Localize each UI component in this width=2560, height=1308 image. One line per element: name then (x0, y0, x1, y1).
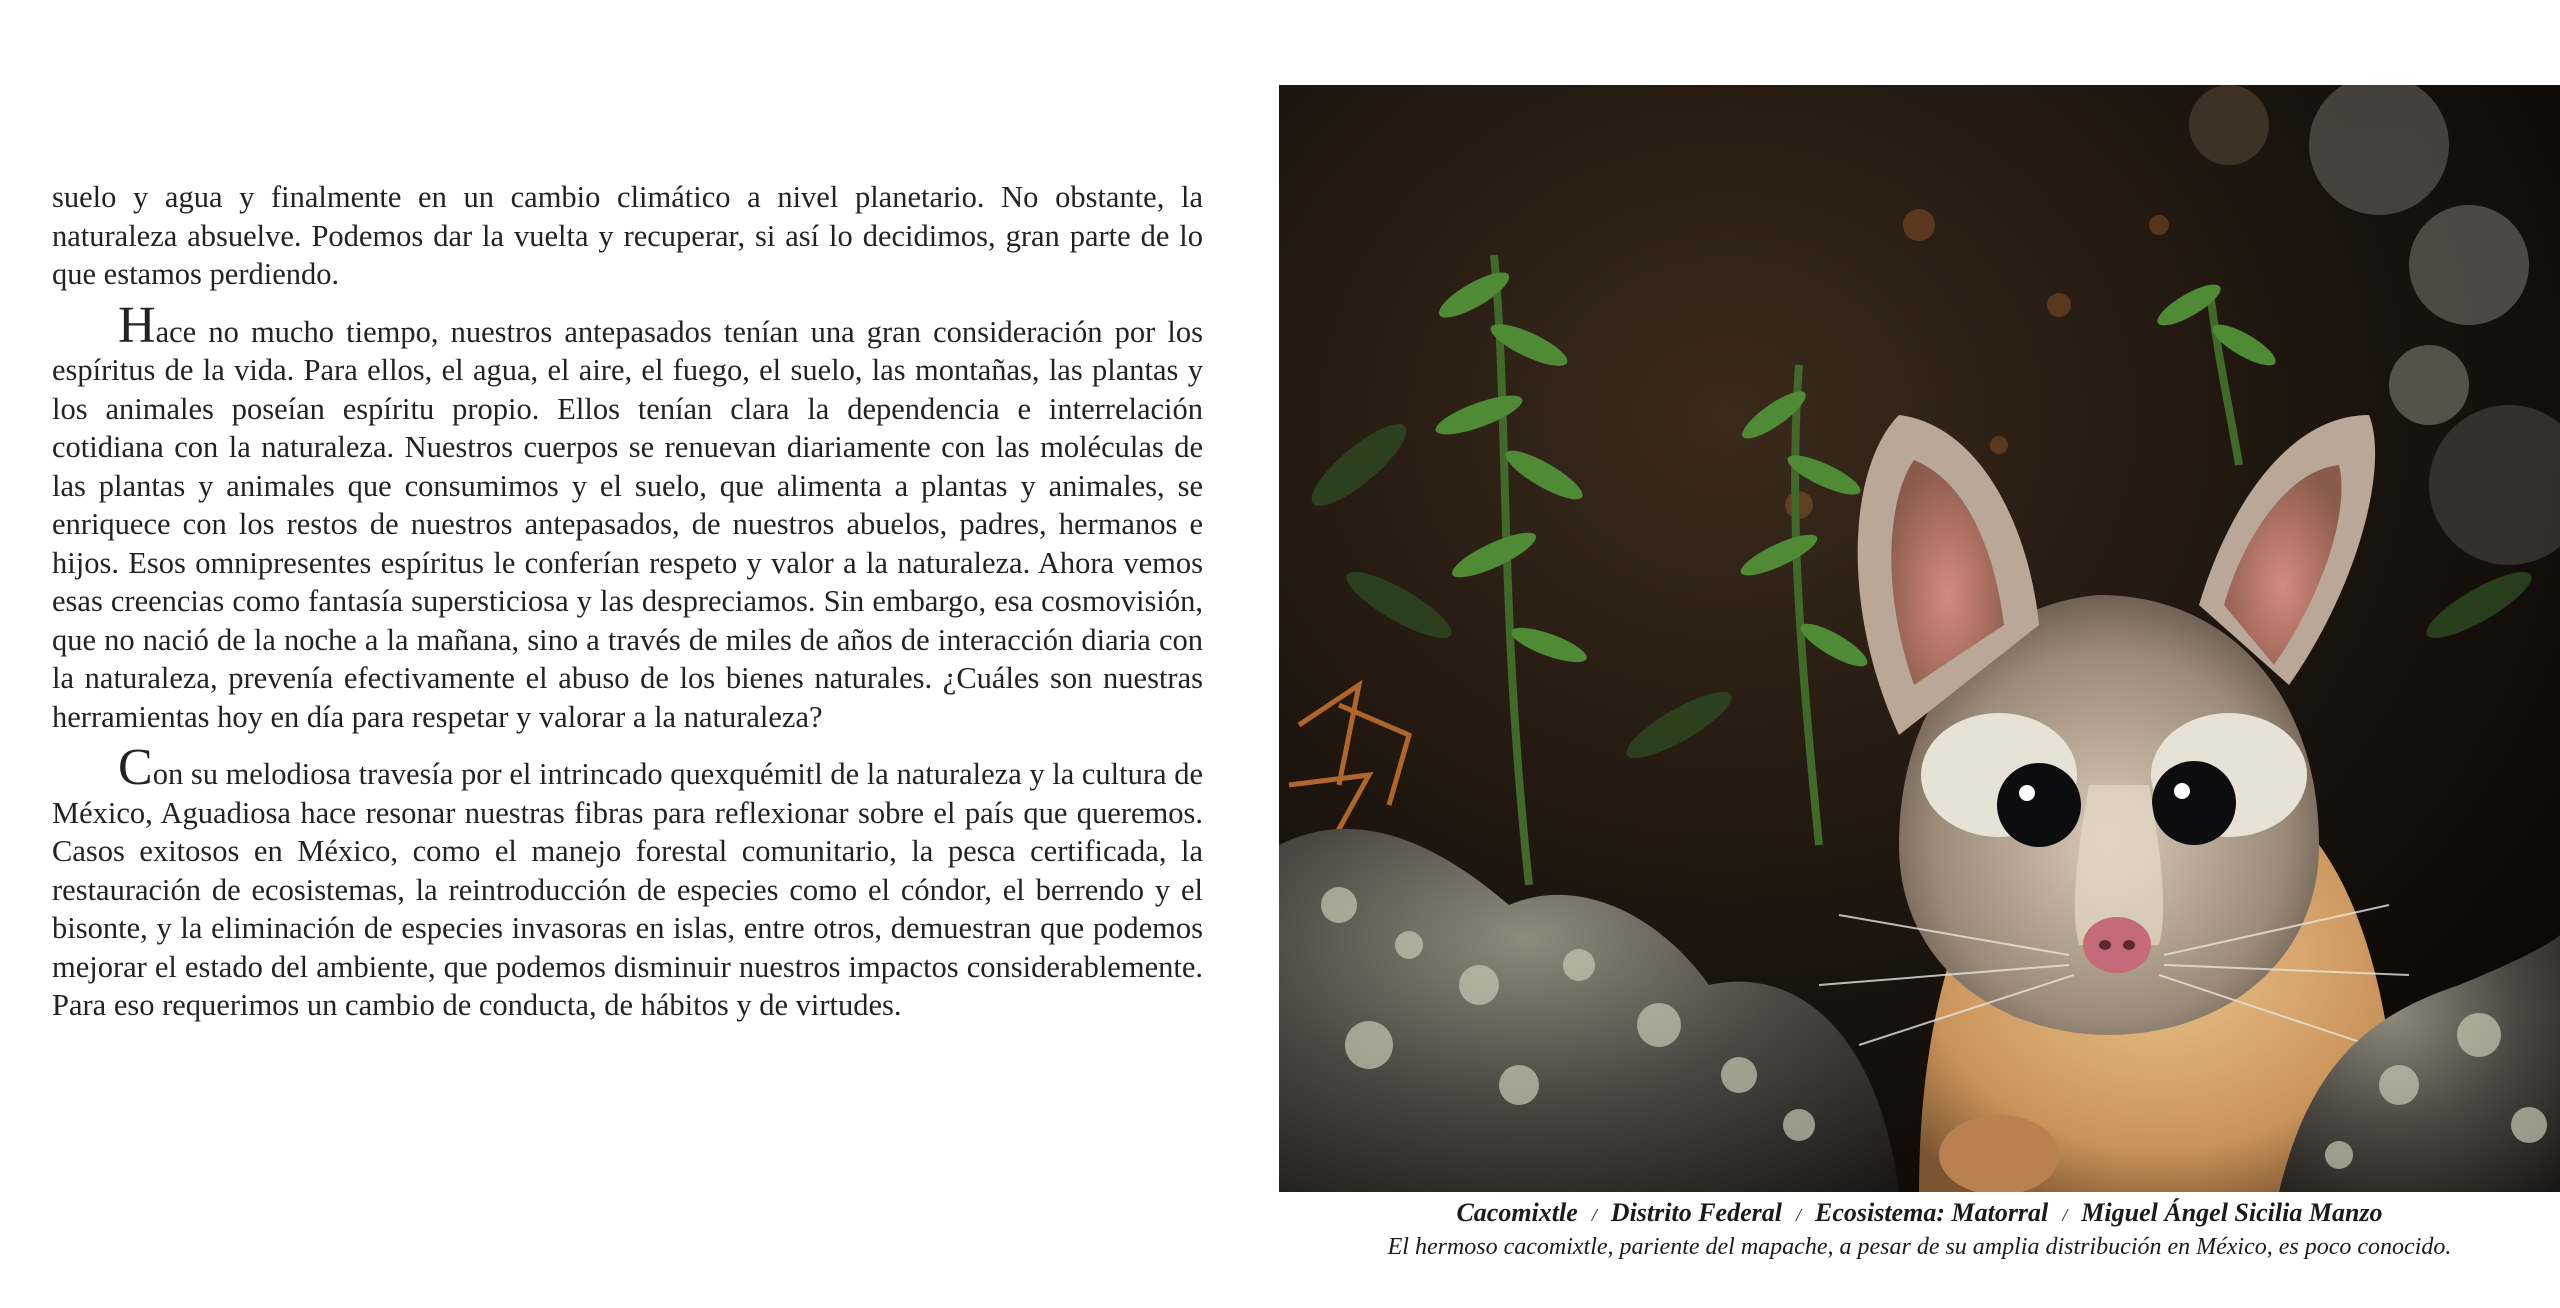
caption-credits (1279, 1196, 2560, 1232)
caption-author: Miguel Ángel Sicilia Manzo (2081, 1198, 2383, 1227)
paragraph-3-initial: C (118, 739, 153, 796)
paragraph-3 (52, 739, 1203, 1025)
caption-location: Distrito Federal (1610, 1198, 1782, 1227)
body-text (52, 178, 1203, 1042)
paragraph-2 (52, 296, 1203, 737)
cacomixtle-photo (1279, 85, 2560, 1192)
caption-separator: / (2062, 1205, 2068, 1225)
caption-separator: / (1591, 1205, 1597, 1225)
cacomixtle-illustration (1279, 85, 2560, 1192)
photo-caption (1279, 1196, 2560, 1262)
caption-description: El hermoso cacomixtle, pariente del mapache, a pesar de su amplia distribución en México, es poco conocido. (1387, 1234, 2452, 1260)
caption-species: Cacomixtle (1456, 1198, 1578, 1227)
paragraph-1: suelo y agua y finalmente en un cambio climático a nivel planetario. No obstante, la naturaleza absuelve. Podemos dar la vuelta y recuperar, si así lo decidimos, gran parte de lo que estamos perdiendo. (52, 180, 1203, 291)
caption-separator: / (1795, 1205, 1801, 1225)
paragraph-3-text: on su melodiosa travesía por el intrincado quexquémitl de la naturaleza y la cultura de México, Aguadiosa hace resonar nuestras fibras para reflexionar sobre el país que queremos. Casos exitosos en México, como el manejo forestal comunitario, la pesca certificada, la restauración de ecosistemas, la reintroducción de especies como el cóndor, el berrendo y el bisonte, y la eliminación de especies invasoras en islas, entre otros, demuestran que podemos mejorar el estado del ambiente, que podemos disminuir nuestros impactos considerablemente. Para eso requerimos un cambio de conducta, de hábitos y de virtudes. (52, 757, 1203, 1022)
caption-ecosystem: Ecosistema: Matorral (1814, 1198, 2049, 1227)
paragraph-2-text: ace no mucho tiempo, nuestros antepasados tenían una gran consideración por los espíritus de la vida. Para ellos, el agua, el aire, el fuego, el suelo, las montañas, las plantas y los animales poseían espíritu propio. Ellos tenían clara la dependencia e interrelación cotidiana con la naturaleza. Nuestros cuerpos se renuevan diariamente con las moléculas de las plantas y animales que consumimos y el suelo, que alimenta a plantas y animales, se enriquece con los restos de nuestros antepasados, de nuestros abuelos, padres, hermanos e hijos. Esos omnipresentes espíritus le conferían respeto y valor a la naturaleza. Ahora vemos esas creencias como fantasía supersticiosa y las despreciamos. Sin embargo, esa cosmovisión, que no nació de la noche a la mañana, sino a través de miles de años de interacción diaria con la naturaleza, prevenía efectivamente el abuso de los bienes naturales. ¿Cuáles son nuestras herramientas hoy en día para respetar y valorar a la naturaleza? (52, 314, 1203, 734)
paragraph-2-initial: H (118, 296, 156, 354)
